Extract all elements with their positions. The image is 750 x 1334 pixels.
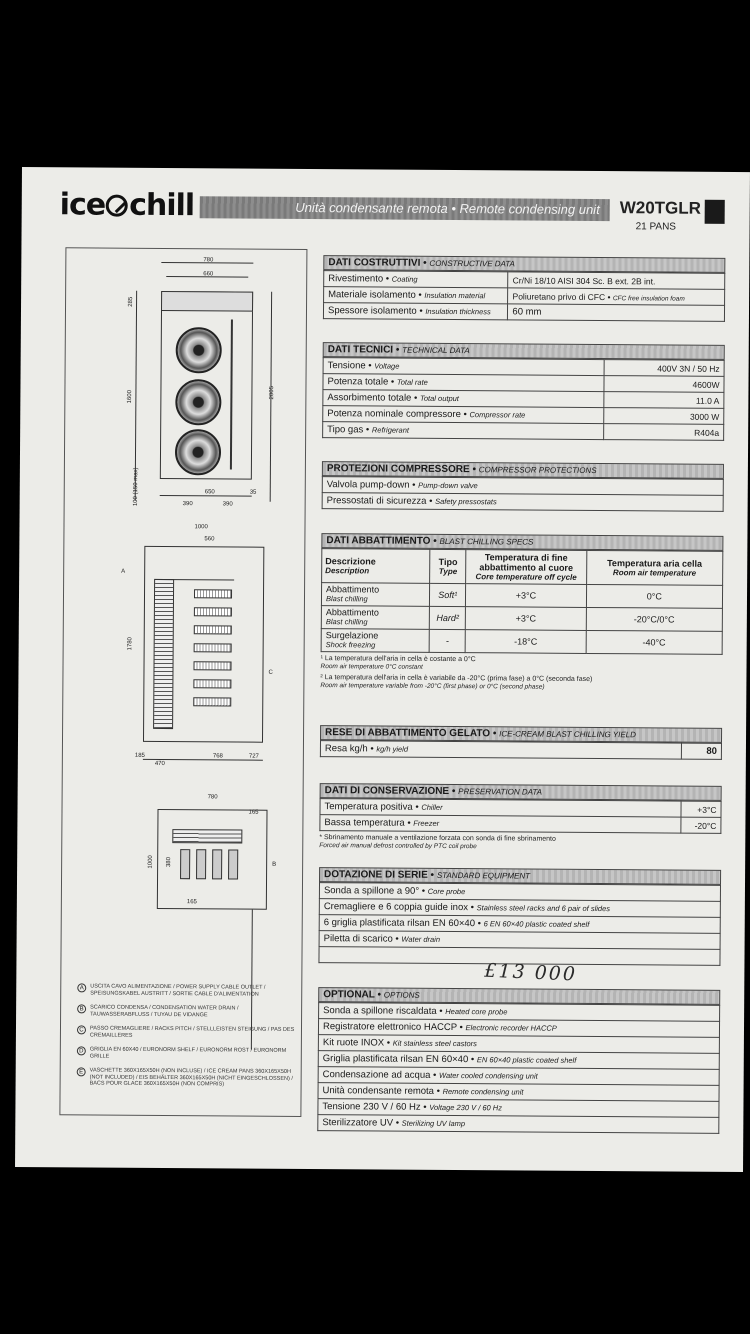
dim-label: 185 (134, 752, 145, 759)
section-optional (317, 987, 720, 1134)
legend-item: A USCITA CAVO ALIMENTAZIONE / POWER SUPPLY CABLE OUTLET / SPEISUNGSKABEL AUSTRITT / SORTIE CABLE D'ALIMENTATION (77, 983, 297, 998)
table-row: Pressostati di sicurezza • Safety pressostats (322, 493, 723, 512)
fan-icon (175, 429, 221, 475)
dim-label: 390 (182, 501, 193, 508)
table-row: Tensione 230 V / 60 Hz • Voltage 230 V / 60 Hz (318, 1099, 719, 1118)
section-header: DOTAZIONE DI SERIE • STANDARD EQUIPMENT (319, 867, 721, 885)
condenser-top (161, 291, 253, 312)
table-row: Surgelazione Shock freezing - -18°C -40°C (321, 629, 722, 655)
icecream-table (320, 740, 722, 760)
pan-tray (194, 643, 232, 652)
table-row: Rivestimento • Coating Cr/Ni 18/10 AISI 304 Sc. B ext. 2B int. (324, 271, 725, 290)
table-row: Cremagliere e 6 coppia guide inox • Stainless steel racks and 6 pair of slides (319, 899, 720, 918)
dim-label: 35 (249, 489, 257, 496)
pan-tray (194, 607, 232, 616)
dim-label: 1000 (147, 855, 154, 869)
model-code: W20TGLR (619, 198, 702, 218)
section-standard-equipment (318, 867, 721, 966)
subtitle: Unità condensante remota • Remote condensing unit (295, 199, 600, 218)
drawing-legend (77, 983, 298, 1096)
pan-tray (194, 625, 232, 634)
table-row: Assorbimento totale • Total output 11.0 A (323, 390, 724, 409)
footnote: ² La temperatura dell'aria in cella è variabile da -20°C (prima fase) a 0°C (seconda fase) Room air temperature variable from -20°C (first phase) or 0°C (second phase) (320, 674, 593, 691)
pan-tray (193, 679, 231, 688)
table-row: Abbattimento Blast chilling Hard² +3°C -20°C/0°C (321, 606, 722, 632)
dim-label: 1000 (194, 524, 208, 531)
dim-label: 2005 (269, 386, 276, 400)
dim-label: 165 (186, 899, 197, 906)
pan-tray (193, 661, 231, 670)
table-row: Potenza totale • Total rate 4600W (323, 374, 724, 393)
dim-label: 780 (203, 257, 214, 264)
dim-label: 165 (248, 809, 259, 816)
dim-label: 660 (203, 271, 214, 278)
dim-label: 650 (204, 489, 215, 496)
legend-item: C PASSO CREMAGLIERE / RACKS PITCH / STELLLEISTEN STEIGUNG / PAS DES CREMAILLERES (77, 1025, 297, 1040)
section-preservation (319, 783, 721, 853)
pan-slot (212, 849, 222, 879)
brand-logo: ice chill (59, 187, 195, 224)
fan-icon (175, 379, 221, 425)
footnote: ¹ La temperatura dell'aria in cella è costante a 0°C Room air temperature 0°C constant (320, 655, 476, 671)
blast-table (321, 548, 724, 655)
legend-item: E VASCHETTE 360X165X50H (NON INCLUSE) / ICE CREAM PANS 360X165X50H (NOT INCLUDED) / EIS BEHÄLTER 360X165X50H (NICHT EINGESCHLOSSEN) / BACS POUR GLACE 360X165X50H (NON COMPRIS) (77, 1067, 297, 1088)
table-row: Materiale isolamento • Insulation material Poliuretano privo di CFC • CFC free insulation foam (324, 287, 725, 306)
table-row: Resa kg/h • kg/h yield 80 (320, 741, 721, 760)
section-header: DATI TECNICI • TECHNICAL DATA (323, 342, 725, 360)
dim-label: 780 (207, 794, 218, 801)
section-header: RESE DI ABBATTIMENTO GELATO • ICE-CREAM BLAST CHILLING YIELD (320, 725, 722, 743)
table-row: Abbattimento Blast chilling Soft¹ +3°C 0°C (321, 583, 722, 609)
section-protections (322, 461, 724, 512)
dim-label: 727 (248, 753, 259, 760)
dim-label: 768 (212, 753, 223, 760)
pan-slot (228, 849, 238, 879)
optional-table (317, 1002, 720, 1134)
corner-block (705, 200, 725, 224)
dim-label: 470 (154, 760, 165, 768)
legend-item: D GRIGLIA EN 60X40 / EURONORM SHELF / EURONORM ROST / EURONORM GRILLE (77, 1046, 297, 1061)
dim-label: 1600 (127, 390, 134, 404)
callout-a: A (121, 568, 126, 575)
table-row: 6 griglia plastificata rilsan EN 60×40 • 6 EN 60×40 plastic coated shelf (319, 915, 720, 934)
table-row: Griglia plastificata rilsan EN 60×40 • EN 60×40 plastic coated shelf (318, 1051, 719, 1070)
dim-label: 1780 (127, 637, 134, 651)
callout-c: C (268, 669, 273, 676)
table-header-row: Descrizione Description Tipo Type Temperatura di fine abbattimento al cuore Core temperature off cycle Temperatura aria cella Room air temperature (322, 549, 723, 586)
table-row: Potenza nominale compressore • Compressor rate 3000 W (323, 406, 724, 425)
table-row: Tensione • Voltage 400V 3N / 50 Hz (323, 358, 724, 377)
constructive-table (323, 270, 725, 322)
dim-label: 380 (166, 857, 173, 868)
spec-sheet (15, 167, 750, 1172)
protections-table (322, 476, 724, 512)
dim-label: 285 (128, 296, 135, 307)
section-blast-chilling (320, 533, 723, 693)
section-technical (322, 342, 725, 441)
header (40, 185, 740, 240)
table-row: Sterilizzatore UV • Sterilizing UV lamp (318, 1115, 719, 1134)
table-row: Piletta di scarico • Water drain (319, 931, 720, 950)
pan-slot (196, 849, 206, 879)
technical-drawing (59, 247, 307, 1117)
table-row: Condensazione ad acqua • Water cooled condensing unit (318, 1067, 719, 1086)
technical-table (322, 357, 725, 441)
pan-slot (180, 849, 190, 879)
table-row: Temperatura positiva • Chiller +3°C (320, 799, 721, 818)
standard-table (318, 882, 721, 966)
table-row: Sonda a spillone a 90° • Core probe (319, 883, 720, 902)
dim-label: 390 (222, 501, 233, 508)
section-header: DATI COSTRUTTIVI • CONSTRUCTIVE DATA (323, 255, 725, 273)
preservation-table (319, 798, 721, 834)
dim-label: 560 (204, 536, 215, 543)
pan-tray (194, 589, 232, 598)
table-row: Kit ruote INOX • Kit stainless steel castors (318, 1035, 719, 1054)
table-row: Sonda a spillone riscaldata • Heated core probe (319, 1003, 720, 1022)
table-row: Spessore isolamento • Insulation thickness 60 mm (323, 303, 724, 322)
table-row: Tipo gas • Refrigerant R404a (323, 422, 724, 441)
rack-profile (153, 579, 174, 729)
control-panel (172, 829, 242, 843)
section-header: DATI ABBATTIMENTO • BLAST CHILLING SPECS (321, 533, 723, 551)
section-header: OPTIONAL • OPTIONS (318, 987, 720, 1005)
table-row: Bassa temperatura • Freezer -20°C (320, 815, 721, 834)
dim-label: 100 (150 max) (132, 467, 140, 507)
handwritten-price: £13 000 (483, 959, 578, 986)
fan-icon (176, 327, 222, 373)
footnote: * Sbrinamento manuale a ventilazione forzata con sonda di fine sbrinamento Forced air manual defrost controlled by PTC coil probe (319, 834, 556, 851)
pans-count: 21 PANS (635, 221, 677, 233)
section-constructive (323, 255, 725, 322)
table-row: Unità condensante remota • Remote condensing unit (318, 1083, 719, 1102)
section-icecream-yield (320, 725, 722, 760)
callout-b: B (272, 861, 277, 868)
table-row: Valvola pump-down • Pump-down valve (322, 477, 723, 496)
subtitle-band (200, 196, 610, 221)
legend-item: B SCARICO CONDENSA / CONDENSATION WATER DRAIN / TAUWASSERABFLUSS / TUYAU DE VIDANGE (77, 1004, 297, 1019)
table-row: Registratore elettronico HACCP • Electronic recorder HACCP (318, 1019, 719, 1038)
section-header: DATI DI CONSERVAZIONE • PRESERVATION DATA (320, 783, 722, 801)
section-header: PROTEZIONI COMPRESSORE • COMPRESSOR PROTECTIONS (322, 461, 724, 479)
pan-tray (193, 697, 231, 706)
